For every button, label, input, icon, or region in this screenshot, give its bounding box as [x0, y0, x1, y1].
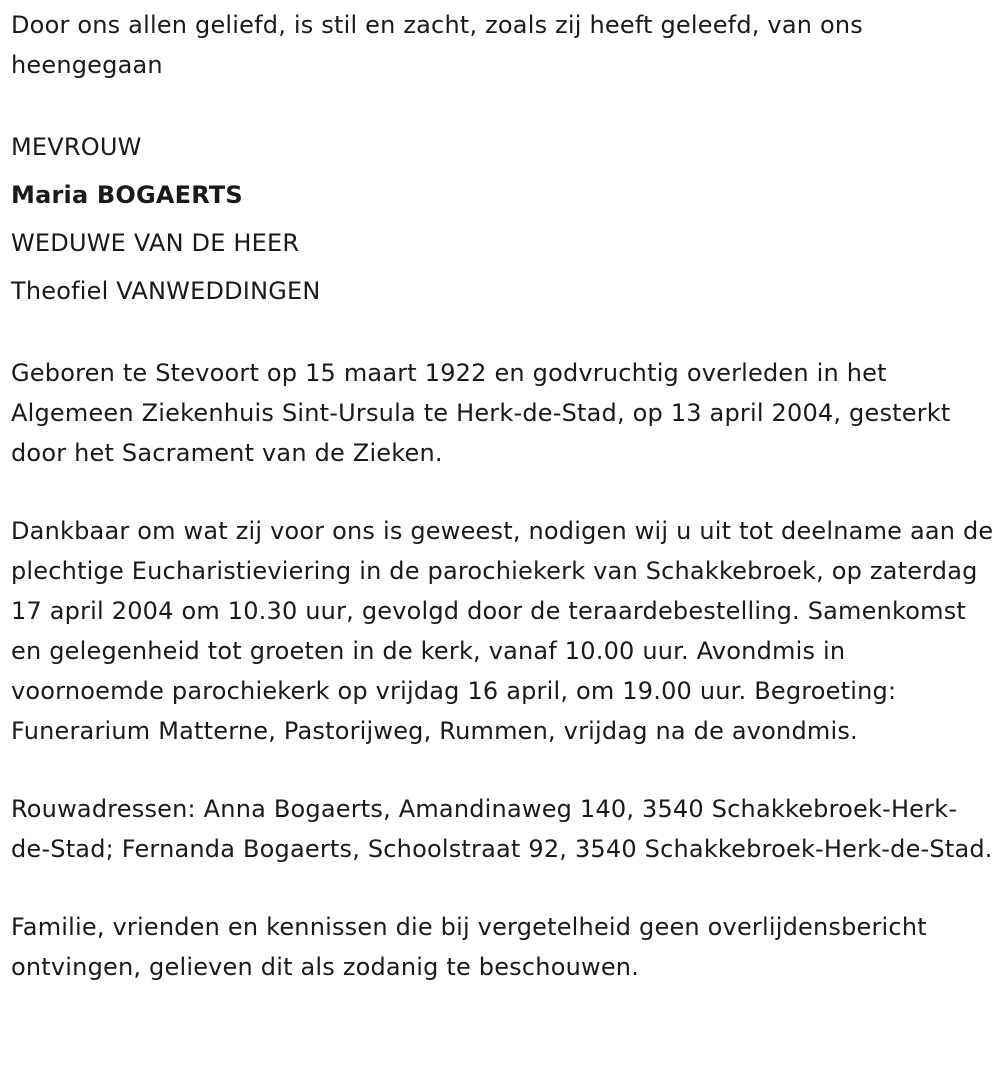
spacer — [11, 315, 996, 353]
title-prefix: MEVROUW — [11, 133, 142, 161]
spacer — [11, 85, 996, 123]
birth-death-text: Geboren te Stevoort op 15 maart 1922 en godvruchtig overleden in het Algemeen Ziekenhuis Sint-Ursula te Herk-de-Stad, op 13 april 2004, gesterkt door het Sacrament van de Zieken. — [11, 359, 951, 467]
spacer — [11, 869, 996, 907]
intro-text: Door ons allen geliefd, is stil en zacht, zoals zij heeft geleefd, van ons heengegaan — [11, 11, 863, 79]
addresses-text: Rouwadressen: Anna Bogaerts, Amandinaweg 140, 3540 Schakkebroek-Herk-de-Stad; Fernanda Bogaerts, Schoolstraat 92, 3540 Schakkebroek-Herk-de-Stad. — [11, 795, 993, 863]
spouse-label: WEDUWE VAN DE HEER — [11, 229, 300, 257]
spouse-name: Theofiel VANWEDDINGEN — [11, 277, 321, 305]
obituary-document — [11, 5, 996, 987]
ceremony-text: Dankbaar om wat zij voor ons is geweest, nodigen wij u uit tot deelname aan de plechtige Eucharistieviering in de parochiekerk van Schakkebroek, op zaterdag 17 april 2004 om 10.30 uur, gevolgd door de teraardebestelling. Samenkomst en gelegenheid tot groeten in de kerk, vanaf 10.00 uur. Avondmis in voornoemde parochiekerk op vrijdag 16 april, om 19.00 uur. Begroeting: Funerarium Matterne, Pastorijweg, Rummen, vrijdag na de avondmis. — [11, 517, 994, 745]
spacer — [11, 751, 996, 789]
spacer — [11, 473, 996, 511]
deceased-name: Maria BOGAERTS — [11, 181, 243, 209]
closing-text: Familie, vrienden en kennissen die bij vergetelheid geen overlijdensbericht ontvingen, gelieven dit als zodanig te beschouwen. — [11, 913, 927, 981]
